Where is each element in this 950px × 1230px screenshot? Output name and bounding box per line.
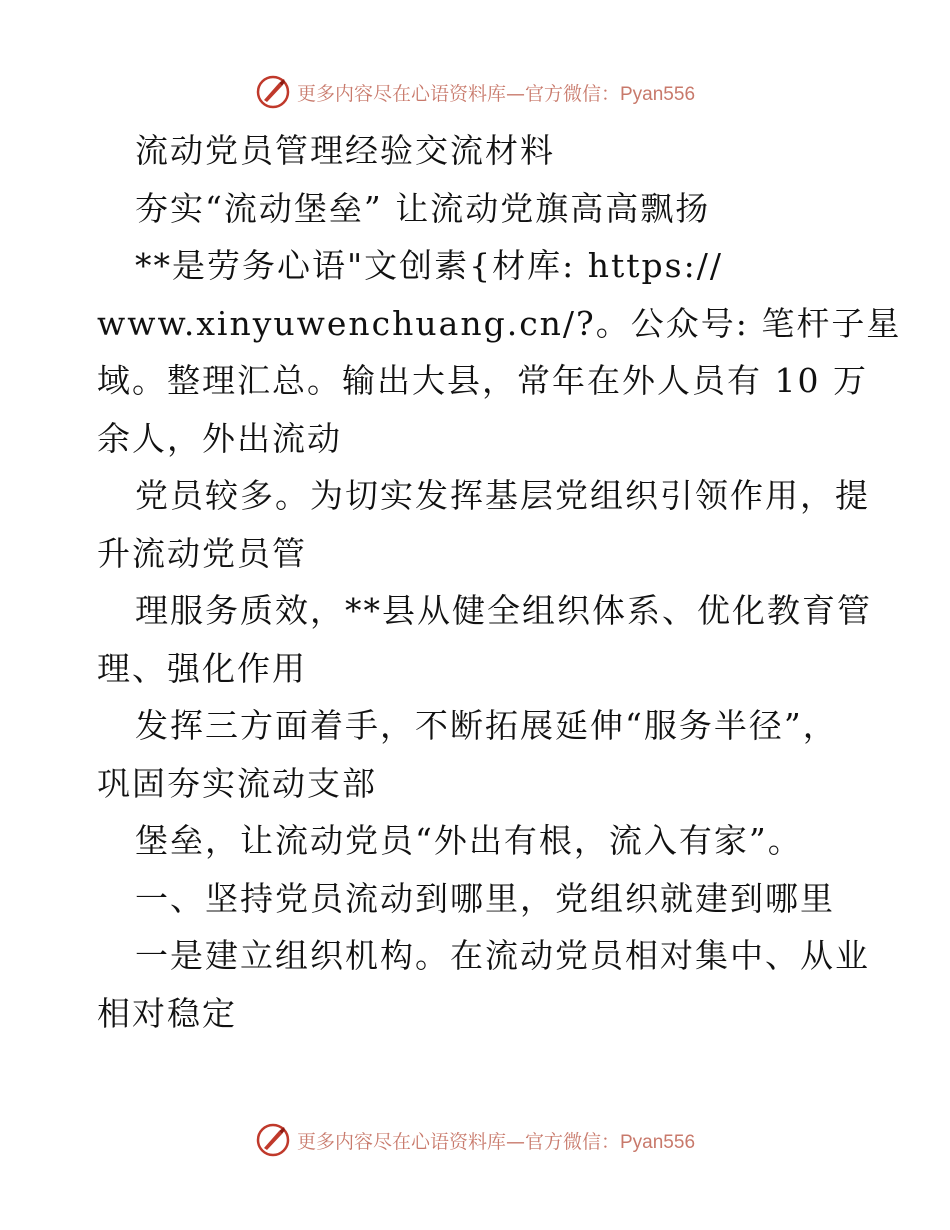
footer-watermark xyxy=(0,1120,950,1160)
paragraph-line: **是劳务心语"文创素{材库: https:// xyxy=(135,246,723,285)
paragraph-line: 一是建立组织机构。在流动党员相对集中、从业 xyxy=(135,936,870,975)
paragraph-line: 升流动党员管 xyxy=(97,533,307,573)
paragraph-line: 发挥三方面着手，不断拓展延伸“服务半径”， xyxy=(135,706,838,745)
paragraph-line: 理服务质效，**县从健全组织体系、优化教育管 xyxy=(135,591,872,630)
paragraph-line: 余人，外出流动 xyxy=(97,418,342,458)
header-watermark xyxy=(0,72,950,112)
paragraph-line: www.xinyuwenchuang.cn/?。公众号: 笔杆子星 xyxy=(97,303,902,343)
section-heading: 一、坚持党员流动到哪里，党组织就建到哪里 xyxy=(135,878,835,918)
paragraph-line: 理、强化作用 xyxy=(97,648,307,688)
document-title: 流动党员管理经验交流材料 xyxy=(135,131,555,170)
document-body xyxy=(97,122,902,1042)
watermark-text xyxy=(297,79,695,106)
watermark-text xyxy=(297,1127,695,1154)
paragraph-line: 堡垒，让流动党员“外出有根，流入有家”。 xyxy=(135,821,803,860)
paragraph-line: 相对稳定 xyxy=(97,993,237,1033)
watermark-wechat-id: Pyan556 xyxy=(620,1131,696,1153)
paragraph-line: 党员较多。为切实发挥基层党组织引领作用，提 xyxy=(135,476,870,515)
quill-pen-logo-icon xyxy=(255,1122,291,1158)
watermark-label: 更多内容尽在心语资料库—官方微信： xyxy=(296,82,620,105)
paragraph-line: 域。整理汇总。输出大县，常年在外人员有 10 万 xyxy=(97,361,868,400)
watermark-wechat-id: Pyan556 xyxy=(620,83,696,105)
watermark-label: 更多内容尽在心语资料库—官方微信： xyxy=(296,1130,620,1153)
paragraph-line: 巩固夯实流动支部 xyxy=(97,763,377,803)
quill-pen-logo-icon xyxy=(255,74,291,110)
document-subtitle: 夯实“流动堡垒” 让流动党旗高高飘扬 xyxy=(135,188,711,228)
